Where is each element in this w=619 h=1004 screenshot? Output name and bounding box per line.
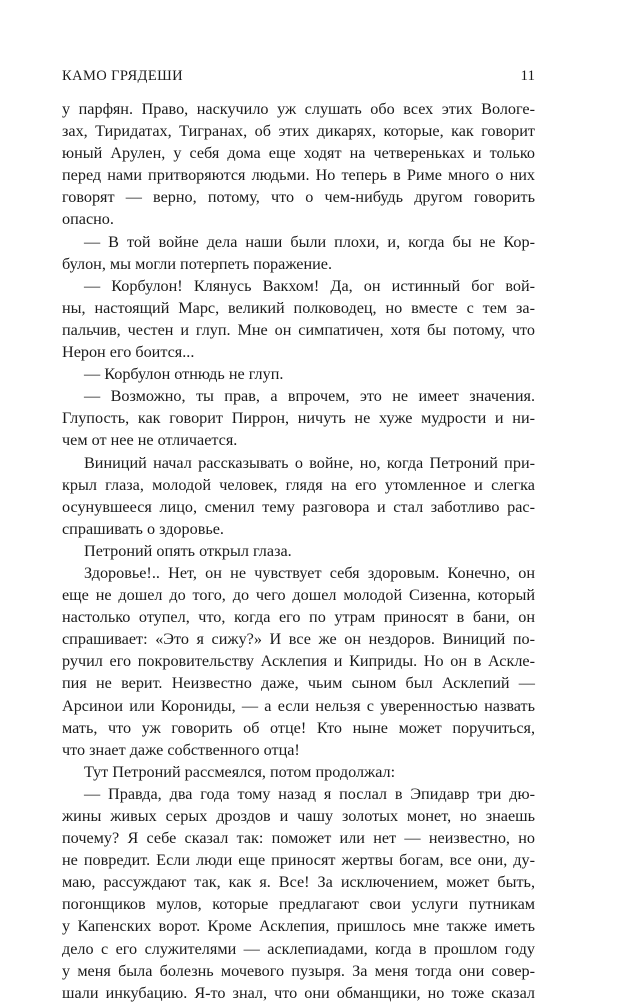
text-line: маю, рассуждают так, как я. Все! За исключением, может быть, xyxy=(62,873,535,892)
text-line: — Возможно, ты прав, а впрочем, это не имеет значения. xyxy=(84,387,535,406)
text-line: — Корбулон! Клянусь Вакхом! Да, он истинный бог вой- xyxy=(84,276,535,295)
text-line: что знает даже собственного отца! xyxy=(62,740,300,759)
text-line: погонщиков мулов, которые предлагают свои услуги путникам xyxy=(62,895,535,914)
text-line: настолько отупел, что, когда его по утрам приносят в бани, он xyxy=(62,608,535,627)
text-line: спрашивать о здоровье. xyxy=(62,519,224,538)
text-line: спрашивает: «Это я сижу?» И все же он нездоров. Виниций по- xyxy=(62,630,535,649)
page-number: 11 xyxy=(520,68,535,84)
text-line: пальчив, честен и глуп. Мне он симпатичен, хотя бы потому, что xyxy=(62,320,535,339)
text-line: жины живых серых дроздов и чашу золотых монет, но знаешь xyxy=(62,807,535,825)
text-line: Петроний опять открыл глаза. xyxy=(84,541,292,560)
text-line: ручил его покровительству Асклепия и Киприды. Но он в Аскле- xyxy=(62,652,535,671)
text-line: Глупость, как говорит Пиррон, ничуть не хуже мудрости и ни- xyxy=(62,409,535,428)
text-line: Тут Петроний рассмеялся, потом продолжал: xyxy=(84,762,396,781)
text-line: шали инкубацию. Я-то знал, что они обманщики, но тоже сказал xyxy=(62,983,535,1002)
text-line: — Корбулон отнюдь не глуп. xyxy=(84,365,284,384)
text-line: пия не верит. Неизвестно даже, чьим сыном был Асклепий — xyxy=(62,674,535,693)
text-line: — Правда, два года тому назад я послал в Эпидавр три дю- xyxy=(84,784,535,803)
text-line: чем от нее не отличается. xyxy=(62,431,238,450)
text-line: дело с его служителями — асклепиадами, когда в прошлом году xyxy=(62,939,535,958)
body-text xyxy=(62,98,535,1004)
text-line: у парфян. Право, наскучило уж слушать обо всех этих Вологе- xyxy=(62,100,535,118)
text-line: у Капенских ворот. Кроме Асклепия, пришлось мне также иметь xyxy=(62,917,535,936)
text-line: Нерон его боится... xyxy=(62,343,195,362)
text-line: ны, настоящий Марс, великий полководец, но вместе с тем за- xyxy=(62,298,535,317)
text-line: не повредит. Если люди еще приносят жертвы богам, все они, ду- xyxy=(62,851,535,870)
text-line: перед нами притворяются людьми. Но теперь в Риме много о них xyxy=(62,166,535,185)
text-line: почему? Я себе сказал так: поможет или нет — неизвестно, но xyxy=(62,829,535,848)
text-line: осунувшееся лицо, сменил тему разговора и стал заботливо рас- xyxy=(62,497,535,516)
text-line: зах, Тиридатах, Тигранах, об этих дикарях, которые, как говорит xyxy=(62,122,535,141)
text-line: опасно. xyxy=(62,210,114,229)
text-line: Здоровье!.. Нет, он не чувствует себя здоровым. Конечно, он xyxy=(84,563,535,582)
text-line: говорят — верно, потому, что о чем-нибудь другом говорить xyxy=(62,188,535,207)
text-line: мать, что уж говорить об отце! Кто ныне может поручиться, xyxy=(62,718,535,737)
text-line: — В той войне дела наши были плохи, и, когда бы не Кор- xyxy=(84,232,535,251)
text-line: Арсинои или Корониды, — а если нельзя с уверенностью назвать xyxy=(62,696,535,715)
text-line: юный Арулен, у себя дома еще ходят на четвереньках и только xyxy=(62,144,535,163)
text-line: Виниций начал рассказывать о войне, но, когда Петроний при- xyxy=(84,453,535,472)
text-line: у меня была болезнь мочевого пузыря. За меня тогда они совер- xyxy=(62,961,535,980)
text-line: еще не дошел до того, до чего дошел молодой Сизенна, который xyxy=(62,586,535,605)
running-header xyxy=(62,68,535,90)
book-title: КАМО ГРЯДЕШИ xyxy=(62,68,183,84)
text-line: крыл глаза, молодой человек, глядя на его утомленное и слегка xyxy=(62,475,535,494)
text-line: булон, мы могли потерпеть поражение. xyxy=(62,254,333,273)
